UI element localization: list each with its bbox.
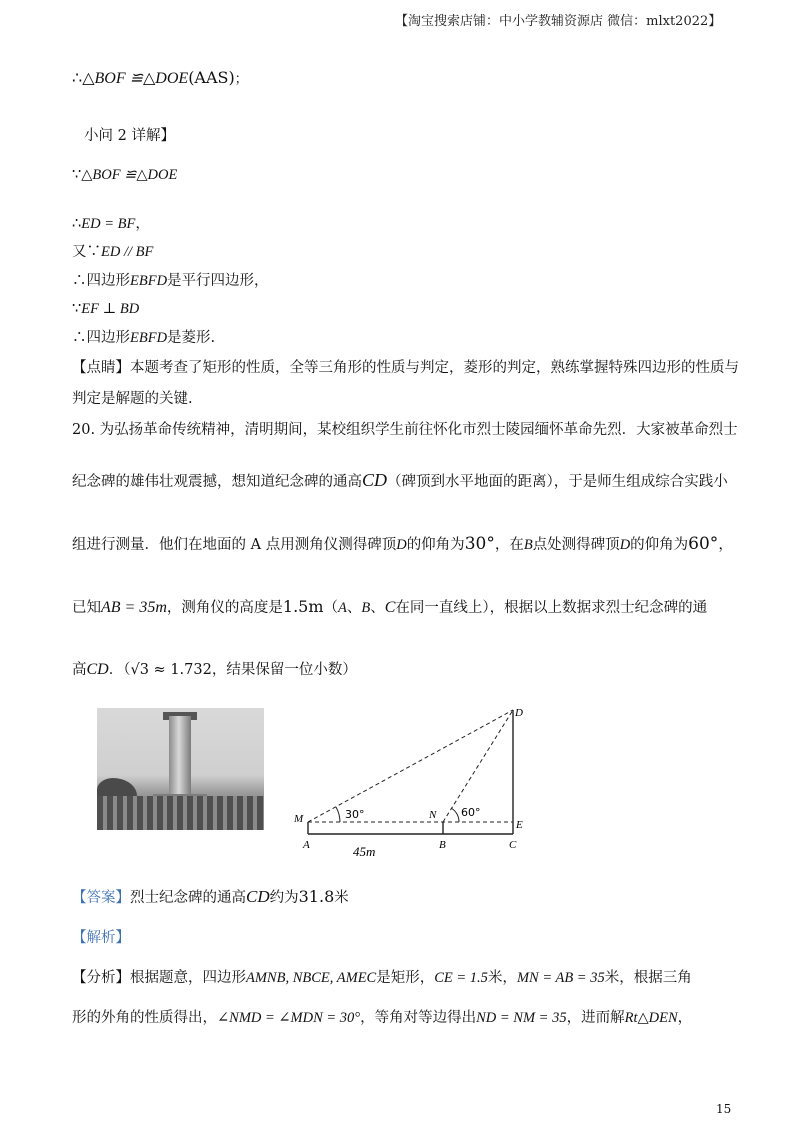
line-because-congruent: ∵△BOF ≌△DOE (72, 167, 178, 183)
line-ed-equals-bf: ∴ED = BF， (72, 216, 150, 232)
label-b: B (439, 839, 446, 851)
sub-question-2-heading: 小问 2 详解】 (84, 128, 175, 144)
problem-line-1: 20. 为弘扬革命传统精神，清明期间，某校组织学生前往怀化市烈士陵园缅怀革命先烈．大家被革命烈士 (72, 422, 738, 438)
label-d: D (515, 707, 523, 719)
angle-label-30: 30° (345, 808, 365, 821)
page-number: 15 (716, 1102, 732, 1116)
problem-line-2: 纪念碑的雄伟壮观震撼，想知道纪念碑的通高CD（碑顶到水平地面的距离），于是师生组成综合实践小 (72, 470, 728, 490)
angle-arc-m (336, 807, 340, 822)
problem-line-4: 已知AB = 35m，测角仪的高度是1.5m（A、B、C在同一直线上），根据以上数据求烈士纪念碑的通 (72, 597, 708, 616)
sight-line-md (308, 710, 513, 822)
line-rhombus: ∴四边形EBFD是菱形. (72, 330, 216, 346)
analysis-tag: 【解析】 (72, 930, 130, 946)
photo-railing (97, 796, 264, 830)
answer-line: 【答案】烈士纪念碑的通高CD约为31.8米 (72, 887, 349, 906)
line-parallelogram: ∴四边形EBFD是平行四边形， (72, 273, 269, 289)
page-header: 【淘宝搜索店铺：中小学教辅资源店 微信：mlxt2022】 (395, 14, 722, 29)
label-n: N (429, 809, 437, 821)
angle-arc-n (451, 808, 459, 822)
label-a: A (303, 839, 310, 851)
photo-monument-tower (169, 716, 191, 798)
label-c: C (509, 839, 517, 851)
analysis-line-1: 【分析】根据题意，四边形AMNB, NBCE, AMEC是矩形，CE = 1.5米，MN = AB = 35米，根据三角 (72, 970, 692, 986)
angle-label-60: 60° (461, 806, 481, 819)
problem-line-5: 高CD．（√3 ≈ 1.732，结果保留一位小数） (72, 661, 357, 678)
comment-line-2: 判定是解题的关键. (72, 391, 193, 407)
line-ef-perp-bd: ∵EF ⊥ BD (72, 301, 140, 317)
monument-photo (97, 708, 264, 830)
measurement-diagram (285, 700, 545, 860)
label-m: M (294, 813, 304, 825)
problem-line-3: 组进行测量．他们在地面的 A 点用测角仪测得碑顶D的仰角为30°，在B点处测得碑顶D的仰角为60°， (72, 534, 733, 554)
distance-label: 45m (353, 844, 376, 859)
label-e: E (516, 819, 523, 831)
line-congruence-aas: ∴△BOF ≌△DOE(AAS)； (72, 68, 248, 87)
comment-line-1: 【点睛】本题考查了矩形的性质，全等三角形的性质与判定，菱形的判定，熟练掌握特殊四边形的性质与 (72, 360, 739, 376)
line-ed-parallel-bf: 又∵ED // BF (72, 244, 154, 260)
analysis-line-2: 形的外角的性质得出，∠NMD = ∠MDN = 30°，等角对等边得出ND = NM = 35，进而解Rt△DEN， (72, 1010, 693, 1026)
